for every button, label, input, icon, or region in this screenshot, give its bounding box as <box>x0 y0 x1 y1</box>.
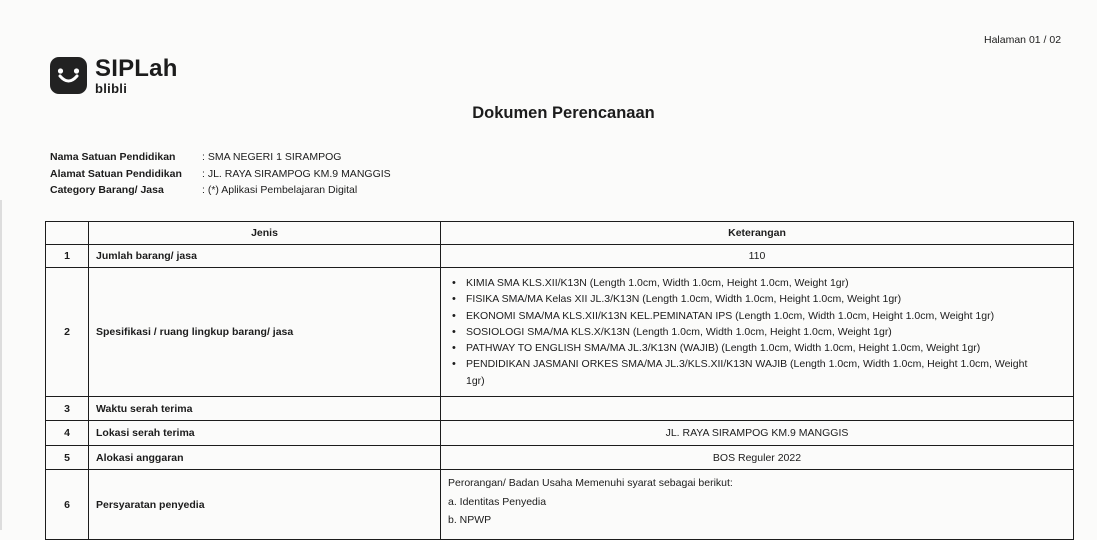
logo-blibli-text: blibli <box>95 81 128 96</box>
info-label: Category Barang/ Jasa <box>50 184 164 196</box>
page-number: Halaman 01 / 02 <box>984 34 1062 46</box>
siplah-logo <box>50 57 178 95</box>
info-row <box>50 149 391 166</box>
spec-item: • SOSIOLOGI SMA/MA KLS.X/K13N (Length 1.0cm, Width 1.0cm, Height 1.0cm, Weight 1gr) <box>466 324 1065 340</box>
spec-item: • KIMIA SMA KLS.XII/K13N (Length 1.0cm, Width 1.0cm, Height 1.0cm, Weight 1gr) <box>466 275 1065 291</box>
row-keterangan: BOS Reguler 2022 <box>441 446 1074 470</box>
spec-item: • FISIKA SMA/MA Kelas XII JL.3/K13N (Length 1.0cm, Width 1.0cm, Height 1.0cm, Weight 1gr) <box>466 291 1065 307</box>
info-label: Alamat Satuan Pendidikan <box>50 167 182 180</box>
table-row <box>46 268 1074 397</box>
spec-item: • PATHWAY TO ENGLISH SMA/MA JL.3/K13N (WAJIB) (Length 1.0cm, Width 1.0cm, Height 1.0cm, Weight 1gr) <box>466 340 1065 356</box>
info-row <box>50 166 391 183</box>
spec-item: • PENDIDIKAN JASMANI ORKES SMA/MA JL.3/KLS.XII/K13N WAJIB (Length 1.0cm, Width 1.0cm, Height 1.0cm, Weight 1gr) <box>466 356 1065 388</box>
table-row <box>46 446 1074 470</box>
row-number: 1 <box>46 245 89 268</box>
header-no <box>46 222 89 245</box>
table-row <box>46 245 1074 268</box>
row-keterangan <box>441 470 1074 540</box>
page-edge-shadow <box>0 200 2 530</box>
document-title: Dokumen Perencanaan <box>472 104 655 122</box>
row-keterangan <box>441 397 1074 421</box>
table-row <box>46 470 1074 540</box>
row-jenis: Lokasi serah terima <box>89 421 441 446</box>
row-jenis: Jumlah barang/ jasa <box>89 245 441 268</box>
header-jenis: Jenis <box>89 222 441 245</box>
info-row <box>50 182 391 199</box>
header-keterangan: Keterangan <box>441 222 1074 245</box>
row-jenis: Spesifikasi / ruang lingkup barang/ jasa <box>89 268 441 397</box>
requirement-line: Perorangan/ Badan Usaha Memenuhi syarat sebagai berikut: <box>448 477 733 489</box>
requirement-line: b. NPWP <box>448 514 492 526</box>
info-value: : (*) Aplikasi Pembelajaran Digital <box>202 184 358 196</box>
row-keterangan: 110 <box>441 245 1074 268</box>
row-number: 4 <box>46 421 89 446</box>
row-jenis: Persyaratan penyedia <box>89 470 441 540</box>
row-jenis: Alokasi anggaran <box>89 446 441 470</box>
logo-siplah-text: SIPLah <box>95 55 178 82</box>
spec-item: • EKONOMI SMA/MA KLS.XII/K13N KEL.PEMINATAN IPS (Length 1.0cm, Width 1.0cm, Height 1.0cm, Weight 1gr) <box>466 308 1065 324</box>
info-value: : SMA NEGERI 1 SIRAMPOG <box>202 151 342 163</box>
smile-bag-icon <box>50 57 87 94</box>
row-number: 2 <box>46 268 89 397</box>
info-label: Nama Satuan Pendidikan <box>50 151 176 163</box>
table-row <box>46 397 1074 421</box>
spec-list <box>441 271 1073 392</box>
info-value: : JL. RAYA SIRAMPOG KM.9 MANGGIS <box>202 167 391 180</box>
row-keterangan: JL. RAYA SIRAMPOG KM.9 MANGGIS <box>441 421 1074 446</box>
requirement-line: a. Identitas Penyedia <box>448 495 547 508</box>
row-number: 3 <box>46 397 89 421</box>
row-keterangan <box>441 268 1074 397</box>
school-info <box>50 149 391 199</box>
table-row <box>46 421 1074 446</box>
table-header-row <box>46 222 1074 245</box>
row-jenis: Waktu serah terima <box>89 397 441 421</box>
planning-table <box>45 221 1074 540</box>
row-number: 6 <box>46 470 89 540</box>
row-number: 5 <box>46 446 89 470</box>
